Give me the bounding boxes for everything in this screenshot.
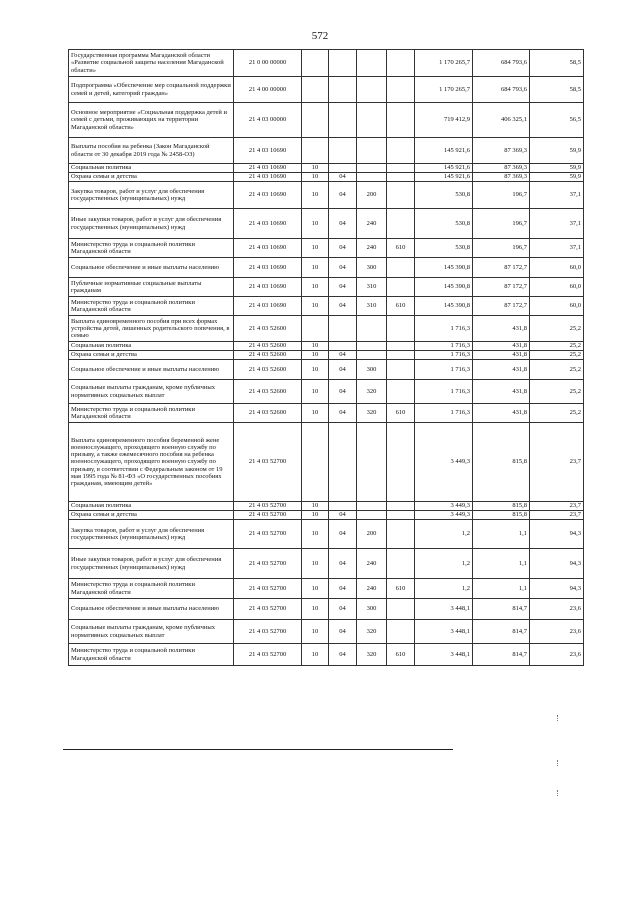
expense-type-code: 300 [357, 360, 387, 380]
execution-percent: 59,9 [530, 173, 584, 182]
approved-amount: 145 390,8 [415, 258, 473, 278]
table-row [69, 182, 584, 209]
administrator-code [387, 502, 415, 511]
expense-type-code: 310 [357, 278, 387, 297]
approved-amount: 530,8 [415, 182, 473, 209]
row-name: Социальные выплаты гражданам, кроме публичных нормативных социальных выплат [69, 620, 234, 644]
target-article-code: 21 0 00 00000 [234, 50, 302, 77]
execution-percent: 23,6 [530, 599, 584, 620]
executed-amount: 1,1 [473, 579, 530, 599]
section-code: 10 [302, 278, 329, 297]
executed-amount: 814,7 [473, 644, 530, 666]
target-article-code: 21 4 03 52700 [234, 644, 302, 666]
approved-amount: 3 448,1 [415, 599, 473, 620]
subsection-code: 04 [329, 209, 357, 239]
execution-percent: 23,6 [530, 620, 584, 644]
administrator-code [387, 258, 415, 278]
subsection-code: 04 [329, 644, 357, 666]
section-code [302, 103, 329, 138]
expense-type-code [357, 502, 387, 511]
target-article-code: 21 4 03 52600 [234, 351, 302, 360]
table-row [69, 138, 584, 164]
table-row [69, 620, 584, 644]
approved-amount: 1 716,3 [415, 342, 473, 351]
target-article-code: 21 4 03 10690 [234, 182, 302, 209]
target-article-code: 21 4 03 10690 [234, 138, 302, 164]
row-name: Основное мероприятие «Социальная поддержка детей и семей с детьми, проживающих на территории Магаданской области» [69, 103, 234, 138]
administrator-code [387, 423, 415, 502]
section-code: 10 [302, 351, 329, 360]
table-row [69, 360, 584, 380]
target-article-code: 21 4 03 52700 [234, 511, 302, 520]
table-row [69, 520, 584, 549]
section-code: 10 [302, 511, 329, 520]
row-name: Социальное обеспечение и иные выплаты населению [69, 258, 234, 278]
row-name: Закупка товаров, работ и услуг для обеспечения государственных (муниципальных) нужд [69, 520, 234, 549]
section-code: 10 [302, 258, 329, 278]
subsection-code: 04 [329, 360, 357, 380]
section-code: 10 [302, 599, 329, 620]
row-name: Социальное обеспечение и иные выплаты населению [69, 360, 234, 380]
executed-amount: 196,7 [473, 239, 530, 258]
row-name: Закупка товаров, работ и услуг для обеспечения государственных (муниципальных) нужд [69, 182, 234, 209]
row-name: Выплаты пособия на ребенка (Закон Магаданской области от 30 декабря 2019 года № 2458-ОЗ) [69, 138, 234, 164]
table-row [69, 644, 584, 666]
subsection-code: 04 [329, 258, 357, 278]
subsection-code: 04 [329, 520, 357, 549]
section-code: 10 [302, 297, 329, 316]
approved-amount: 3 448,1 [415, 644, 473, 666]
section-code: 10 [302, 520, 329, 549]
expense-type-code [357, 316, 387, 342]
approved-amount: 1 716,3 [415, 404, 473, 423]
row-name: Иные закупки товаров, работ и услуг для обеспечения государственных (муниципальных) нужд [69, 549, 234, 579]
target-article-code: 21 4 03 10690 [234, 297, 302, 316]
margin-mark [557, 715, 558, 721]
expense-type-code: 320 [357, 620, 387, 644]
target-article-code: 21 4 03 52600 [234, 316, 302, 342]
administrator-code [387, 380, 415, 404]
section-code: 10 [302, 404, 329, 423]
administrator-code [387, 182, 415, 209]
expense-type-code: 320 [357, 404, 387, 423]
administrator-code [387, 316, 415, 342]
expense-type-code [357, 77, 387, 103]
administrator-code: 610 [387, 644, 415, 666]
section-code: 10 [302, 164, 329, 173]
table-row [69, 50, 584, 77]
approved-amount: 1,2 [415, 579, 473, 599]
approved-amount: 719 412,9 [415, 103, 473, 138]
execution-percent: 94,3 [530, 579, 584, 599]
target-article-code: 21 4 03 10690 [234, 209, 302, 239]
subsection-code: 04 [329, 599, 357, 620]
execution-percent: 94,3 [530, 520, 584, 549]
approved-amount: 145 921,6 [415, 173, 473, 182]
executed-amount: 814,7 [473, 620, 530, 644]
target-article-code: 21 4 03 10690 [234, 173, 302, 182]
executed-amount: 196,7 [473, 182, 530, 209]
budget-table-body [69, 50, 584, 666]
subsection-code [329, 50, 357, 77]
table-row [69, 209, 584, 239]
execution-percent: 25,2 [530, 316, 584, 342]
approved-amount: 1,2 [415, 520, 473, 549]
budget-table [68, 49, 584, 666]
executed-amount: 87 172,7 [473, 297, 530, 316]
table-row [69, 404, 584, 423]
approved-amount: 145 390,8 [415, 297, 473, 316]
approved-amount: 1 170 265,7 [415, 50, 473, 77]
subsection-code: 04 [329, 278, 357, 297]
execution-percent: 25,2 [530, 342, 584, 351]
approved-amount: 1,2 [415, 549, 473, 579]
row-name: Охрана семьи и детства [69, 173, 234, 182]
executed-amount: 196,7 [473, 209, 530, 239]
row-name: Министерство труда и социальной политики Магаданской области [69, 404, 234, 423]
execution-percent: 37,1 [530, 239, 584, 258]
expense-type-code: 200 [357, 520, 387, 549]
row-name: Министерство труда и социальной политики Магаданской области [69, 239, 234, 258]
page-number: 572 [311, 30, 329, 42]
administrator-code [387, 173, 415, 182]
executed-amount: 431,8 [473, 316, 530, 342]
section-code [302, 50, 329, 77]
approved-amount: 1 716,3 [415, 351, 473, 360]
administrator-code [387, 77, 415, 103]
administrator-code [387, 620, 415, 644]
executed-amount: 431,8 [473, 351, 530, 360]
subsection-code: 04 [329, 511, 357, 520]
expense-type-code: 320 [357, 380, 387, 404]
row-name: Выплата единовременного пособия беременной жене военнослужащего, проходящего военную службу по призыву, а также ежемесячного пособия на ребенка военнослужащего, проходящего военную службу по призыву, в соответствии с Федеральным законом от 19 мая 1995 года № 81-ФЗ «О государственных пособиях гражданам, имеющим детей» [69, 423, 234, 502]
section-code: 10 [302, 342, 329, 351]
executed-amount: 814,7 [473, 599, 530, 620]
section-code: 10 [302, 209, 329, 239]
executed-amount: 406 325,1 [473, 103, 530, 138]
section-code [302, 423, 329, 502]
target-article-code: 21 4 03 52700 [234, 423, 302, 502]
table-row [69, 511, 584, 520]
table-row [69, 423, 584, 502]
target-article-code: 21 4 03 10690 [234, 164, 302, 173]
execution-percent: 59,9 [530, 164, 584, 173]
executed-amount: 87 172,7 [473, 278, 530, 297]
table-row [69, 549, 584, 579]
execution-percent: 59,9 [530, 138, 584, 164]
administrator-code [387, 342, 415, 351]
target-article-code: 21 4 03 52700 [234, 549, 302, 579]
expense-type-code [357, 511, 387, 520]
target-article-code: 21 4 03 10690 [234, 258, 302, 278]
execution-percent: 25,2 [530, 404, 584, 423]
expense-type-code: 320 [357, 644, 387, 666]
execution-percent: 23,7 [530, 502, 584, 511]
execution-percent: 58,5 [530, 77, 584, 103]
subsection-code [329, 502, 357, 511]
table-row [69, 173, 584, 182]
subsection-code [329, 164, 357, 173]
section-code [302, 77, 329, 103]
execution-percent: 56,5 [530, 103, 584, 138]
section-code: 10 [302, 502, 329, 511]
expense-type-code: 200 [357, 182, 387, 209]
execution-percent: 25,2 [530, 380, 584, 404]
row-name: Подпрограмма «Обеспечение мер социальной поддержки семей и детей, категорий граждан» [69, 77, 234, 103]
execution-percent: 60,0 [530, 297, 584, 316]
executed-amount: 815,8 [473, 511, 530, 520]
execution-percent: 25,2 [530, 351, 584, 360]
target-article-code: 21 4 03 52700 [234, 502, 302, 511]
administrator-code [387, 520, 415, 549]
table-row [69, 278, 584, 297]
subsection-code: 04 [329, 579, 357, 599]
executed-amount: 431,8 [473, 342, 530, 351]
subsection-code: 04 [329, 380, 357, 404]
target-article-code: 21 4 03 52600 [234, 404, 302, 423]
section-code: 10 [302, 549, 329, 579]
target-article-code: 21 4 03 52700 [234, 520, 302, 549]
executed-amount: 431,8 [473, 380, 530, 404]
expense-type-code [357, 351, 387, 360]
table-row [69, 599, 584, 620]
expense-type-code: 240 [357, 239, 387, 258]
target-article-code: 21 4 03 52700 [234, 620, 302, 644]
row-name: Социальная политика [69, 342, 234, 351]
target-article-code: 21 4 03 52600 [234, 360, 302, 380]
approved-amount: 1 716,3 [415, 380, 473, 404]
subsection-code: 04 [329, 297, 357, 316]
target-article-code: 21 4 03 52600 [234, 380, 302, 404]
table-row [69, 103, 584, 138]
execution-percent: 94,3 [530, 549, 584, 579]
target-article-code: 21 4 03 10690 [234, 239, 302, 258]
row-name: Социальные выплаты гражданам, кроме публичных нормативных социальных выплат [69, 380, 234, 404]
administrator-code [387, 360, 415, 380]
row-name: Охрана семьи и детства [69, 511, 234, 520]
bottom-rule [63, 749, 453, 750]
section-code [302, 138, 329, 164]
approved-amount: 3 448,1 [415, 620, 473, 644]
approved-amount: 1 716,3 [415, 316, 473, 342]
subsection-code: 04 [329, 173, 357, 182]
table-row [69, 77, 584, 103]
target-article-code: 21 4 03 10690 [234, 278, 302, 297]
expense-type-code [357, 138, 387, 164]
target-article-code: 21 4 00 00000 [234, 77, 302, 103]
executed-amount: 87 369,3 [473, 173, 530, 182]
executed-amount: 1,1 [473, 520, 530, 549]
subsection-code: 04 [329, 404, 357, 423]
table-row [69, 316, 584, 342]
executed-amount: 87 369,3 [473, 164, 530, 173]
approved-amount: 530,8 [415, 209, 473, 239]
margin-mark [557, 760, 558, 766]
administrator-code [387, 278, 415, 297]
row-name: Социальная политика [69, 502, 234, 511]
administrator-code [387, 351, 415, 360]
administrator-code: 610 [387, 297, 415, 316]
executed-amount: 684 793,6 [473, 50, 530, 77]
expense-type-code [357, 423, 387, 502]
execution-percent: 37,1 [530, 182, 584, 209]
target-article-code: 21 4 03 52700 [234, 599, 302, 620]
expense-type-code [357, 164, 387, 173]
section-code: 10 [302, 644, 329, 666]
executed-amount: 431,8 [473, 404, 530, 423]
table-row [69, 297, 584, 316]
row-name: Охрана семьи и детства [69, 351, 234, 360]
approved-amount: 3 449,3 [415, 511, 473, 520]
section-code: 10 [302, 173, 329, 182]
expense-type-code [357, 50, 387, 77]
executed-amount: 87 369,3 [473, 138, 530, 164]
section-code: 10 [302, 380, 329, 404]
execution-percent: 60,0 [530, 278, 584, 297]
execution-percent: 23,7 [530, 423, 584, 502]
expense-type-code [357, 103, 387, 138]
target-article-code: 21 4 03 00000 [234, 103, 302, 138]
execution-percent: 60,0 [530, 258, 584, 278]
subsection-code [329, 316, 357, 342]
subsection-code [329, 138, 357, 164]
executed-amount: 815,8 [473, 423, 530, 502]
approved-amount: 1 170 265,7 [415, 77, 473, 103]
row-name: Социальная политика [69, 164, 234, 173]
table-row [69, 342, 584, 351]
subsection-code: 04 [329, 351, 357, 360]
administrator-code [387, 103, 415, 138]
administrator-code [387, 138, 415, 164]
row-name: Государственная программа Магаданской области «Развитие социальной защиты населения Магаданской области» [69, 50, 234, 77]
execution-percent: 25,2 [530, 360, 584, 380]
row-name: Публичные нормативные социальные выплаты гражданам [69, 278, 234, 297]
expense-type-code [357, 173, 387, 182]
row-name: Министерство труда и социальной политики Магаданской области [69, 579, 234, 599]
target-article-code: 21 4 03 52600 [234, 342, 302, 351]
table-row [69, 380, 584, 404]
target-article-code: 21 4 03 52700 [234, 579, 302, 599]
table-row [69, 164, 584, 173]
table-row [69, 258, 584, 278]
section-code: 10 [302, 360, 329, 380]
row-name: Министерство труда и социальной политики Магаданской области [69, 297, 234, 316]
section-code [302, 316, 329, 342]
approved-amount: 145 921,6 [415, 138, 473, 164]
subsection-code [329, 103, 357, 138]
table-row [69, 502, 584, 511]
approved-amount: 3 449,3 [415, 502, 473, 511]
execution-percent: 58,5 [530, 50, 584, 77]
section-code: 10 [302, 579, 329, 599]
execution-percent: 23,6 [530, 644, 584, 666]
approved-amount: 530,8 [415, 239, 473, 258]
executed-amount: 1,1 [473, 549, 530, 579]
subsection-code: 04 [329, 239, 357, 258]
table-row [69, 579, 584, 599]
expense-type-code: 300 [357, 599, 387, 620]
subsection-code: 04 [329, 620, 357, 644]
subsection-code [329, 342, 357, 351]
approved-amount: 145 390,8 [415, 278, 473, 297]
administrator-code [387, 549, 415, 579]
row-name: Выплата единовременного пособия при всех формах устройства детей, лишенных родительского попечения, в семью [69, 316, 234, 342]
section-code: 10 [302, 182, 329, 209]
row-name: Социальное обеспечение и иные выплаты населению [69, 599, 234, 620]
execution-percent: 37,1 [530, 209, 584, 239]
executed-amount: 431,8 [473, 360, 530, 380]
section-code: 10 [302, 620, 329, 644]
administrator-code: 610 [387, 579, 415, 599]
expense-type-code: 300 [357, 258, 387, 278]
executed-amount: 87 172,7 [473, 258, 530, 278]
expense-type-code: 240 [357, 549, 387, 579]
expense-type-code: 240 [357, 209, 387, 239]
row-name: Министерство труда и социальной политики Магаданской области [69, 644, 234, 666]
subsection-code: 04 [329, 549, 357, 579]
subsection-code [329, 77, 357, 103]
row-name: Иные закупки товаров, работ и услуг для обеспечения государственных (муниципальных) нужд [69, 209, 234, 239]
administrator-code [387, 599, 415, 620]
subsection-code [329, 423, 357, 502]
table-row [69, 351, 584, 360]
expense-type-code: 240 [357, 579, 387, 599]
administrator-code [387, 164, 415, 173]
approved-amount: 3 449,3 [415, 423, 473, 502]
administrator-code: 610 [387, 404, 415, 423]
approved-amount: 1 716,3 [415, 360, 473, 380]
executed-amount: 684 793,6 [473, 77, 530, 103]
approved-amount: 145 921,6 [415, 164, 473, 173]
section-code: 10 [302, 239, 329, 258]
executed-amount: 815,8 [473, 502, 530, 511]
subsection-code: 04 [329, 182, 357, 209]
margin-mark [557, 790, 558, 796]
expense-type-code [357, 342, 387, 351]
execution-percent: 23,7 [530, 511, 584, 520]
administrator-code [387, 511, 415, 520]
administrator-code [387, 50, 415, 77]
expense-type-code: 310 [357, 297, 387, 316]
administrator-code: 610 [387, 239, 415, 258]
table-row [69, 239, 584, 258]
administrator-code [387, 209, 415, 239]
